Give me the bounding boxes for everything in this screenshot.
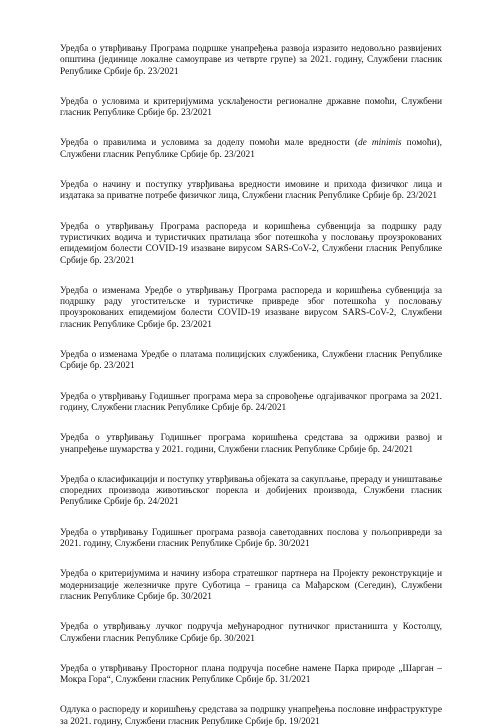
regulation-entry <box>60 138 442 161</box>
regulation-entry: Уредба о утврђивању Просторног плана подручја посебне намене Парка природе „Шарган – Мокра Гора“, Службени гласник Републике Србије бр. 31/2021 <box>60 663 442 686</box>
regulation-entry: Уредба о утврђивању Годишњег програма мера за спровођење одгајивачког програма за 2021. годину, Службени гласник Републике Србије бр. 24/2021 <box>60 391 442 413</box>
regulation-entry: Уредба о начину и поступку утврђивања вредности имовине и прихода физичког лица и издатака за приватне потребе физичког лица, Службени гласник Републике Србије бр. 23/2021 <box>60 180 442 202</box>
regulation-entry: Уредба о утврђивању Програма подршке унапређења развоја изразито недовољно развијених општина (јединице локалне самоуправе из четврте групе) за 2021. годину, Службени гласник Републике Србије бр. 23/2021 <box>60 44 442 77</box>
entry-italic-term: de minimis <box>357 138 402 149</box>
regulation-entry: Уредба о утврђивању Годишњег програма развоја саветодавних послова у пољопривреди за 2021. годину, Службени гласник Републике Србије бр. 30/2021 <box>60 527 442 550</box>
entry-text-before: Уредба о правилима и условима за доделу помоћи мале вредности ( <box>60 138 358 149</box>
regulation-entry: Уредба о изменама Уредбе о утврђивању Програма распореда и коришћења субвенција за подршку раду угоститељске и туристичке привреде због потешкоћа у пословању проузрокованих епидемијом болести COVID-19 изазване вирусом SARS-CoV-2, Службени гласник Републике Србије бр. 23/2021 <box>60 285 442 330</box>
regulation-entry: Уредба о критеријумима и начину избора стратешког партнера на Пројекту реконструкције и модернизације железничке пруге Суботица – граница са Мађарском (Сегедин), Службени гласник Републике Србије бр. 30/2021 <box>60 569 442 602</box>
regulation-entry: Уредба о утврђивању лучког подручја међународног путничког пристаништа у Костолцу, Службени гласник Републике Србије бр. 30/2021 <box>60 622 442 644</box>
regulation-entry: Уредба о утврђивању Програма распореда и коришћења субвенција за подршку раду туристичких водича и туристичких пратилаца због потешкоћа у пословању проузрокованих епидемијом болести COVID-19 изазване вирусом SARS-CoV-2, Службени гласник Републике Србије бр. 23/2021 <box>60 221 442 266</box>
regulation-entry: Уредба о условима и критеријумима усклађености регионалне државне помоћи, Службени гласник Републике Србије бр. 23/2021 <box>60 96 442 119</box>
regulation-entry: Уредба о утврђивању Годишњег програма коришћења средстава за одрживи развој и унапређење шумарства у 2021. години, Службени гласник Републике Србије бр. 24/2021 <box>60 433 442 455</box>
entry-text-after: помоћи), Службени гласник Републике Србије бр. 23/2021 <box>60 138 442 160</box>
regulation-entry: Уредба о изменама Уредбе о платама полицијских службеника, Службени гласник Републике Србије бр. 23/2021 <box>60 350 442 372</box>
regulation-entry: Уредба о класификацији и поступку утврђивања објеката за сакупљање, прераду и уништавање споредних производа животињског порекла и добијених производа, Службени гласник Републике Србије бр. 24/2021 <box>60 474 442 508</box>
regulation-entry: Одлука о распореду и коришћењу средстава за подршку унапређења пословне инфраструктуре за 2021. годину, Службени гласник Републике Србије бр. 19/2021 <box>60 705 442 727</box>
